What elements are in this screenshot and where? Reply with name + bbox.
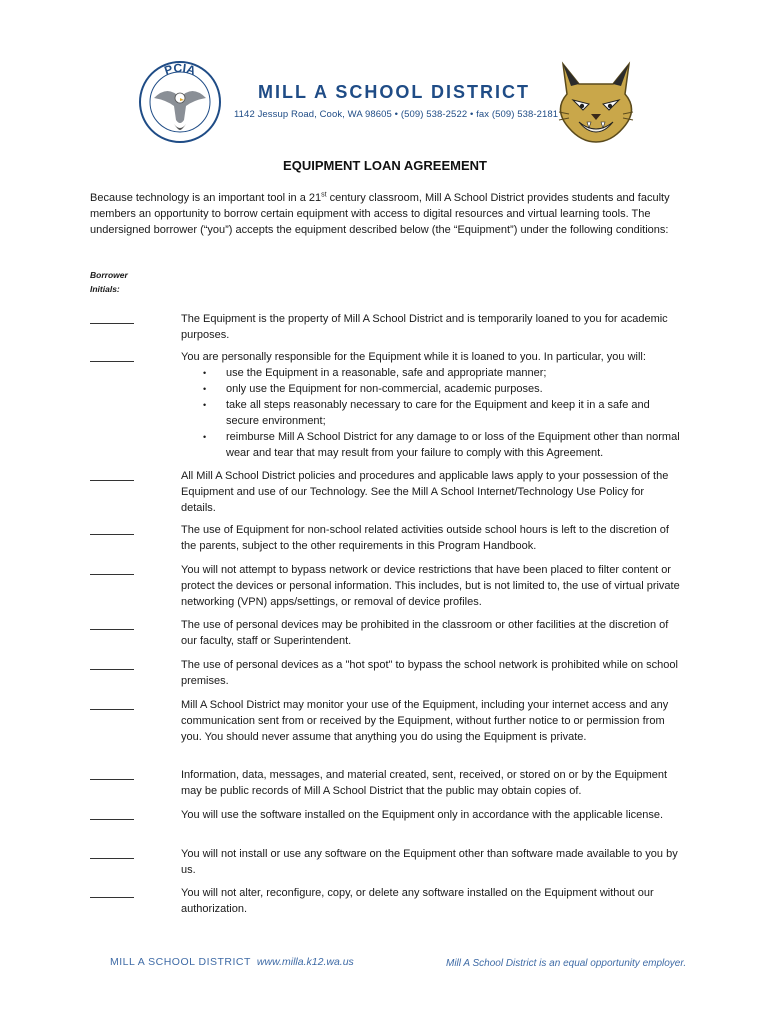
initials-blank[interactable] bbox=[90, 767, 134, 780]
bullet-glyph: • bbox=[203, 368, 207, 378]
condition-text: You will not attempt to bypass network or device restrictions that have been placed to filter content or protect the devices or personal information. This includes, but is not limited to, the use of virtual private networking (VPN) apps/settings, or removal of device profiles. bbox=[181, 564, 680, 608]
condition-text: The Equipment is the property of Mill A School District and is temporarily loaned to you for academic purposes. bbox=[181, 313, 668, 341]
bullet-glyph: • bbox=[203, 384, 207, 394]
initials-blank[interactable] bbox=[90, 468, 134, 481]
initials-blank[interactable] bbox=[90, 562, 134, 575]
intro-paragraph bbox=[90, 190, 680, 238]
initials-blank[interactable] bbox=[90, 657, 134, 670]
condition-text: Information, data, messages, and material created, sent, received, or stored on or by the Equipment may be public records of Mill A School District that the public may obtain copies of. bbox=[181, 769, 668, 797]
initials-blank[interactable] bbox=[90, 617, 134, 630]
condition-text: You will use the software installed on the Equipment only in accordance with the applicable license. bbox=[181, 809, 664, 821]
pcia-logo bbox=[134, 54, 226, 146]
borrower-initials-header bbox=[90, 268, 128, 296]
condition-text: You are personally responsible for the Equipment while it is loaned to you. In particular, you will: bbox=[181, 351, 646, 363]
condition-text: You will not install or use any software on the Equipment other than software made available to you by us. bbox=[181, 848, 678, 876]
initials-blank[interactable] bbox=[90, 697, 134, 710]
intro-superscript: st bbox=[321, 191, 327, 199]
initials-blank[interactable] bbox=[90, 885, 134, 898]
footer-url-link[interactable]: www.milla.k12.wa.us bbox=[256, 956, 354, 968]
footer-district bbox=[110, 956, 354, 968]
initials-blank[interactable] bbox=[90, 522, 134, 535]
condition-bullet-list bbox=[181, 365, 681, 461]
condition-text: Mill A School District may monitor your use of the Equipment, including your internet access and any communication sent from or received by the Equipment, without further notice to or permission from you. You should never assume that anything you do using the Equipment is private. bbox=[181, 699, 669, 743]
bullet-glyph: • bbox=[203, 400, 207, 410]
condition-text: The use of personal devices as a "hot spot" to bypass the school network is prohibited while on school premises. bbox=[181, 659, 678, 687]
intro-text-b: century classroom, Mill A School District provides students and faculty members an opportunity to borrow certain equipment with access to digital resources and virtual learning tools. The undersigned borrower (“you”) accepts the equipment described below (the “Equipment”) under the following conditions: bbox=[90, 192, 670, 236]
pcia-logo-text: PCIA bbox=[162, 60, 198, 78]
initials-blank[interactable] bbox=[90, 311, 134, 324]
condition-text: The use of Equipment for non-school related activities outside school hours is left to the discretion of the parents, subject to the other requirements in this Program Handbook. bbox=[181, 524, 669, 552]
condition-text: The use of personal devices may be prohibited in the classroom or other facilities at the discretion of our faculty, staff or Superintendent. bbox=[181, 619, 669, 647]
bullet-item: • take all steps reasonably necessary to care for the Equipment and keep it in a safe and secure environment; bbox=[203, 399, 650, 427]
bullet-item: • reimburse Mill A School District for any damage to or loss of the Equipment other than normal wear and tear that may result from your failure to comply with this Agreement. bbox=[203, 431, 680, 459]
bullet-glyph: • bbox=[203, 432, 207, 442]
initials-label-borrower: Borrower bbox=[90, 270, 128, 280]
intro-text-a: Because technology is an important tool in a 21 bbox=[90, 192, 322, 204]
initials-blank[interactable] bbox=[90, 846, 134, 859]
district-address: 1142 Jessup Road, Cook, WA 98605 • (509) 538-2522 • fax (509) 538-2181 bbox=[234, 109, 559, 120]
district-name: MILL A SCHOOL DISTRICT bbox=[258, 82, 530, 102]
document-title: EQUIPMENT LOAN AGREEMENT bbox=[283, 158, 487, 173]
bullet-item: • use the Equipment in a reasonable, safe and appropriate manner; bbox=[203, 367, 547, 379]
initials-label-initials: Initials: bbox=[90, 284, 120, 294]
footer-district-name: MILL A SCHOOL DISTRICT bbox=[110, 956, 251, 968]
initials-blank[interactable] bbox=[90, 349, 134, 362]
bullet-item: • only use the Equipment for non-commercial, academic purposes. bbox=[203, 383, 543, 395]
bobcat-mascot-logo bbox=[553, 60, 639, 144]
footer-eoe-statement: Mill A School District is an equal opportunity employer. bbox=[446, 958, 687, 969]
condition-text: You will not alter, reconfigure, copy, or delete any software installed on the Equipment without our authorization. bbox=[181, 887, 654, 915]
condition-text: All Mill A School District policies and procedures and applicable laws apply to your possession of the Equipment and use of our Technology. See the Mill A School Internet/Technology Use Policy for details. bbox=[181, 470, 669, 514]
initials-blank[interactable] bbox=[90, 807, 134, 820]
